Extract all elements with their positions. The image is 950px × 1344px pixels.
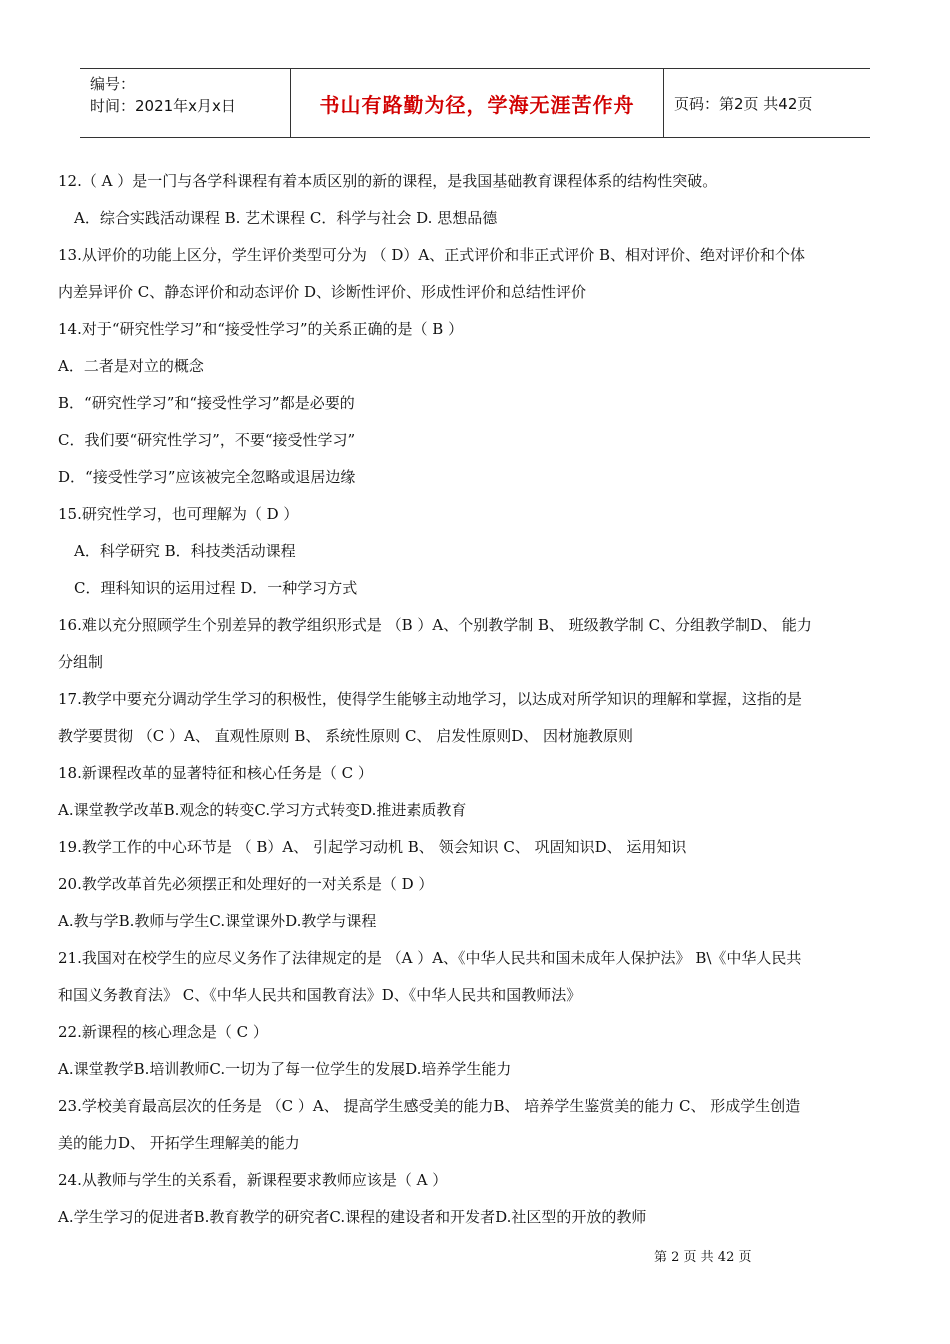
header-meta — [80, 69, 290, 137]
option-line: A.教与学B.教师与学生C.课堂课外D.教学与课程 — [58, 912, 377, 930]
question-line: 21.我国对在校学生的应尽义务作了法律规定的是 （A ）A、《中华人民共和国未成年人保护法》 B\《中华人民共 — [58, 949, 802, 967]
question-line: 19.教学工作的中心环节是 （ B）A、 引起学习动机 B、 领会知识 C、 巩固知识D、 运用知识 — [58, 838, 687, 856]
option-line: A．二者是对立的概念 — [58, 357, 204, 375]
option-line: A.学生学习的促进者B.教育教学的研究者C.课程的建设者和开发者D.社区型的开放的教师 — [58, 1208, 647, 1226]
page-header — [80, 68, 870, 138]
question-line: 17.教学中要充分调动学生学习的积极性，使得学生能够主动地学习，以达成对所学知识的理解和掌握，这指的是 — [58, 690, 802, 708]
option-line: A.课堂教学B.培训教师C.一切为了每一位学生的发展D.培养学生能力 — [58, 1060, 512, 1078]
motto: 书山有路勤为径，学海无涯苦作舟 — [319, 92, 635, 117]
option-line: A．科学研究 B．科技类活动课程 — [74, 542, 296, 560]
question-line: 13.从评价的功能上区分，学生评价类型可分为 （ D）A、正式评价和非正式评价 B、相对评价、绝对评价和个体 — [58, 246, 806, 264]
option-line: D．“接受性学习”应该被完全忽略或退居边缘 — [58, 468, 356, 486]
question-line: 教学要贯彻 （C ）A、 直观性原则 B、 系统性原则 C、 启发性原则D、 因材施教原则 — [58, 727, 633, 745]
question-line: 美的能力D、 开拓学生理解美的能力 — [58, 1134, 300, 1152]
time-label: 时间：2021年x月x日 — [90, 97, 236, 115]
option-line: A.课堂教学改革B.观念的转变C.学习方式转变D.推进素质教育 — [58, 801, 467, 819]
question-line: 20.教学改革首先必须摆正和处理好的一对关系是（ D ） — [58, 875, 434, 893]
question-line: 12.（ A ）是一门与各学科课程有着本质区别的新的课程，是我国基础教育课程体系的结构性突破。 — [58, 172, 718, 190]
option-line: C．理科知识的运用过程 D．一种学习方式 — [74, 579, 358, 597]
question-line: 18.新课程改革的显著特征和核心任务是（ C ） — [58, 764, 373, 782]
option-line: A．综合实践活动课程 B. 艺术课程 C．科学与社会 D. 思想品德 — [74, 209, 498, 227]
question-line: 14.对于“研究性学习”和“接受性学习”的关系正确的是（ B ） — [58, 320, 464, 338]
header-motto-cell — [290, 69, 664, 137]
header-page-cell — [664, 69, 870, 137]
question-line: 和国义务教育法》 C、《中华人民共和国教育法》D、《中华人民共和国教师法》 — [58, 986, 582, 1004]
question-line: 24.从教师与学生的关系看，新课程要求教师应该是（ A ） — [58, 1171, 448, 1189]
number-label: 编号： — [90, 75, 136, 93]
question-line: 内差异评价 C、静态评价和动态评价 D、诊断性评价、形成性评价和总结性评价 — [58, 283, 587, 301]
question-line: 分组制 — [58, 653, 104, 671]
question-line: 22.新课程的核心理念是（ C ） — [58, 1023, 268, 1041]
page-label: 页码：第2页 共42页 — [674, 94, 813, 113]
question-list — [58, 166, 904, 1239]
question-line: 23.学校美育最高层次的任务是 （C ）A、 提高学生感受美的能力B、 培养学生鉴赏美的能力 C、 形成学生创造 — [58, 1097, 801, 1115]
option-line: B．“研究性学习”和“接受性学习”都是必要的 — [58, 394, 355, 412]
option-line: C．我们要“研究性学习”，不要“接受性学习” — [58, 431, 356, 449]
question-line: 15.研究性学习，也可理解为（ D ） — [58, 505, 299, 523]
page-footer: 第 2 页 共 42 页 — [654, 1250, 752, 1265]
question-line: 16.难以充分照顾学生个别差异的教学组织形式是 （B ）A、个别教学制 B、 班级教学制 C、分组教学制D、 能力 — [58, 616, 812, 634]
